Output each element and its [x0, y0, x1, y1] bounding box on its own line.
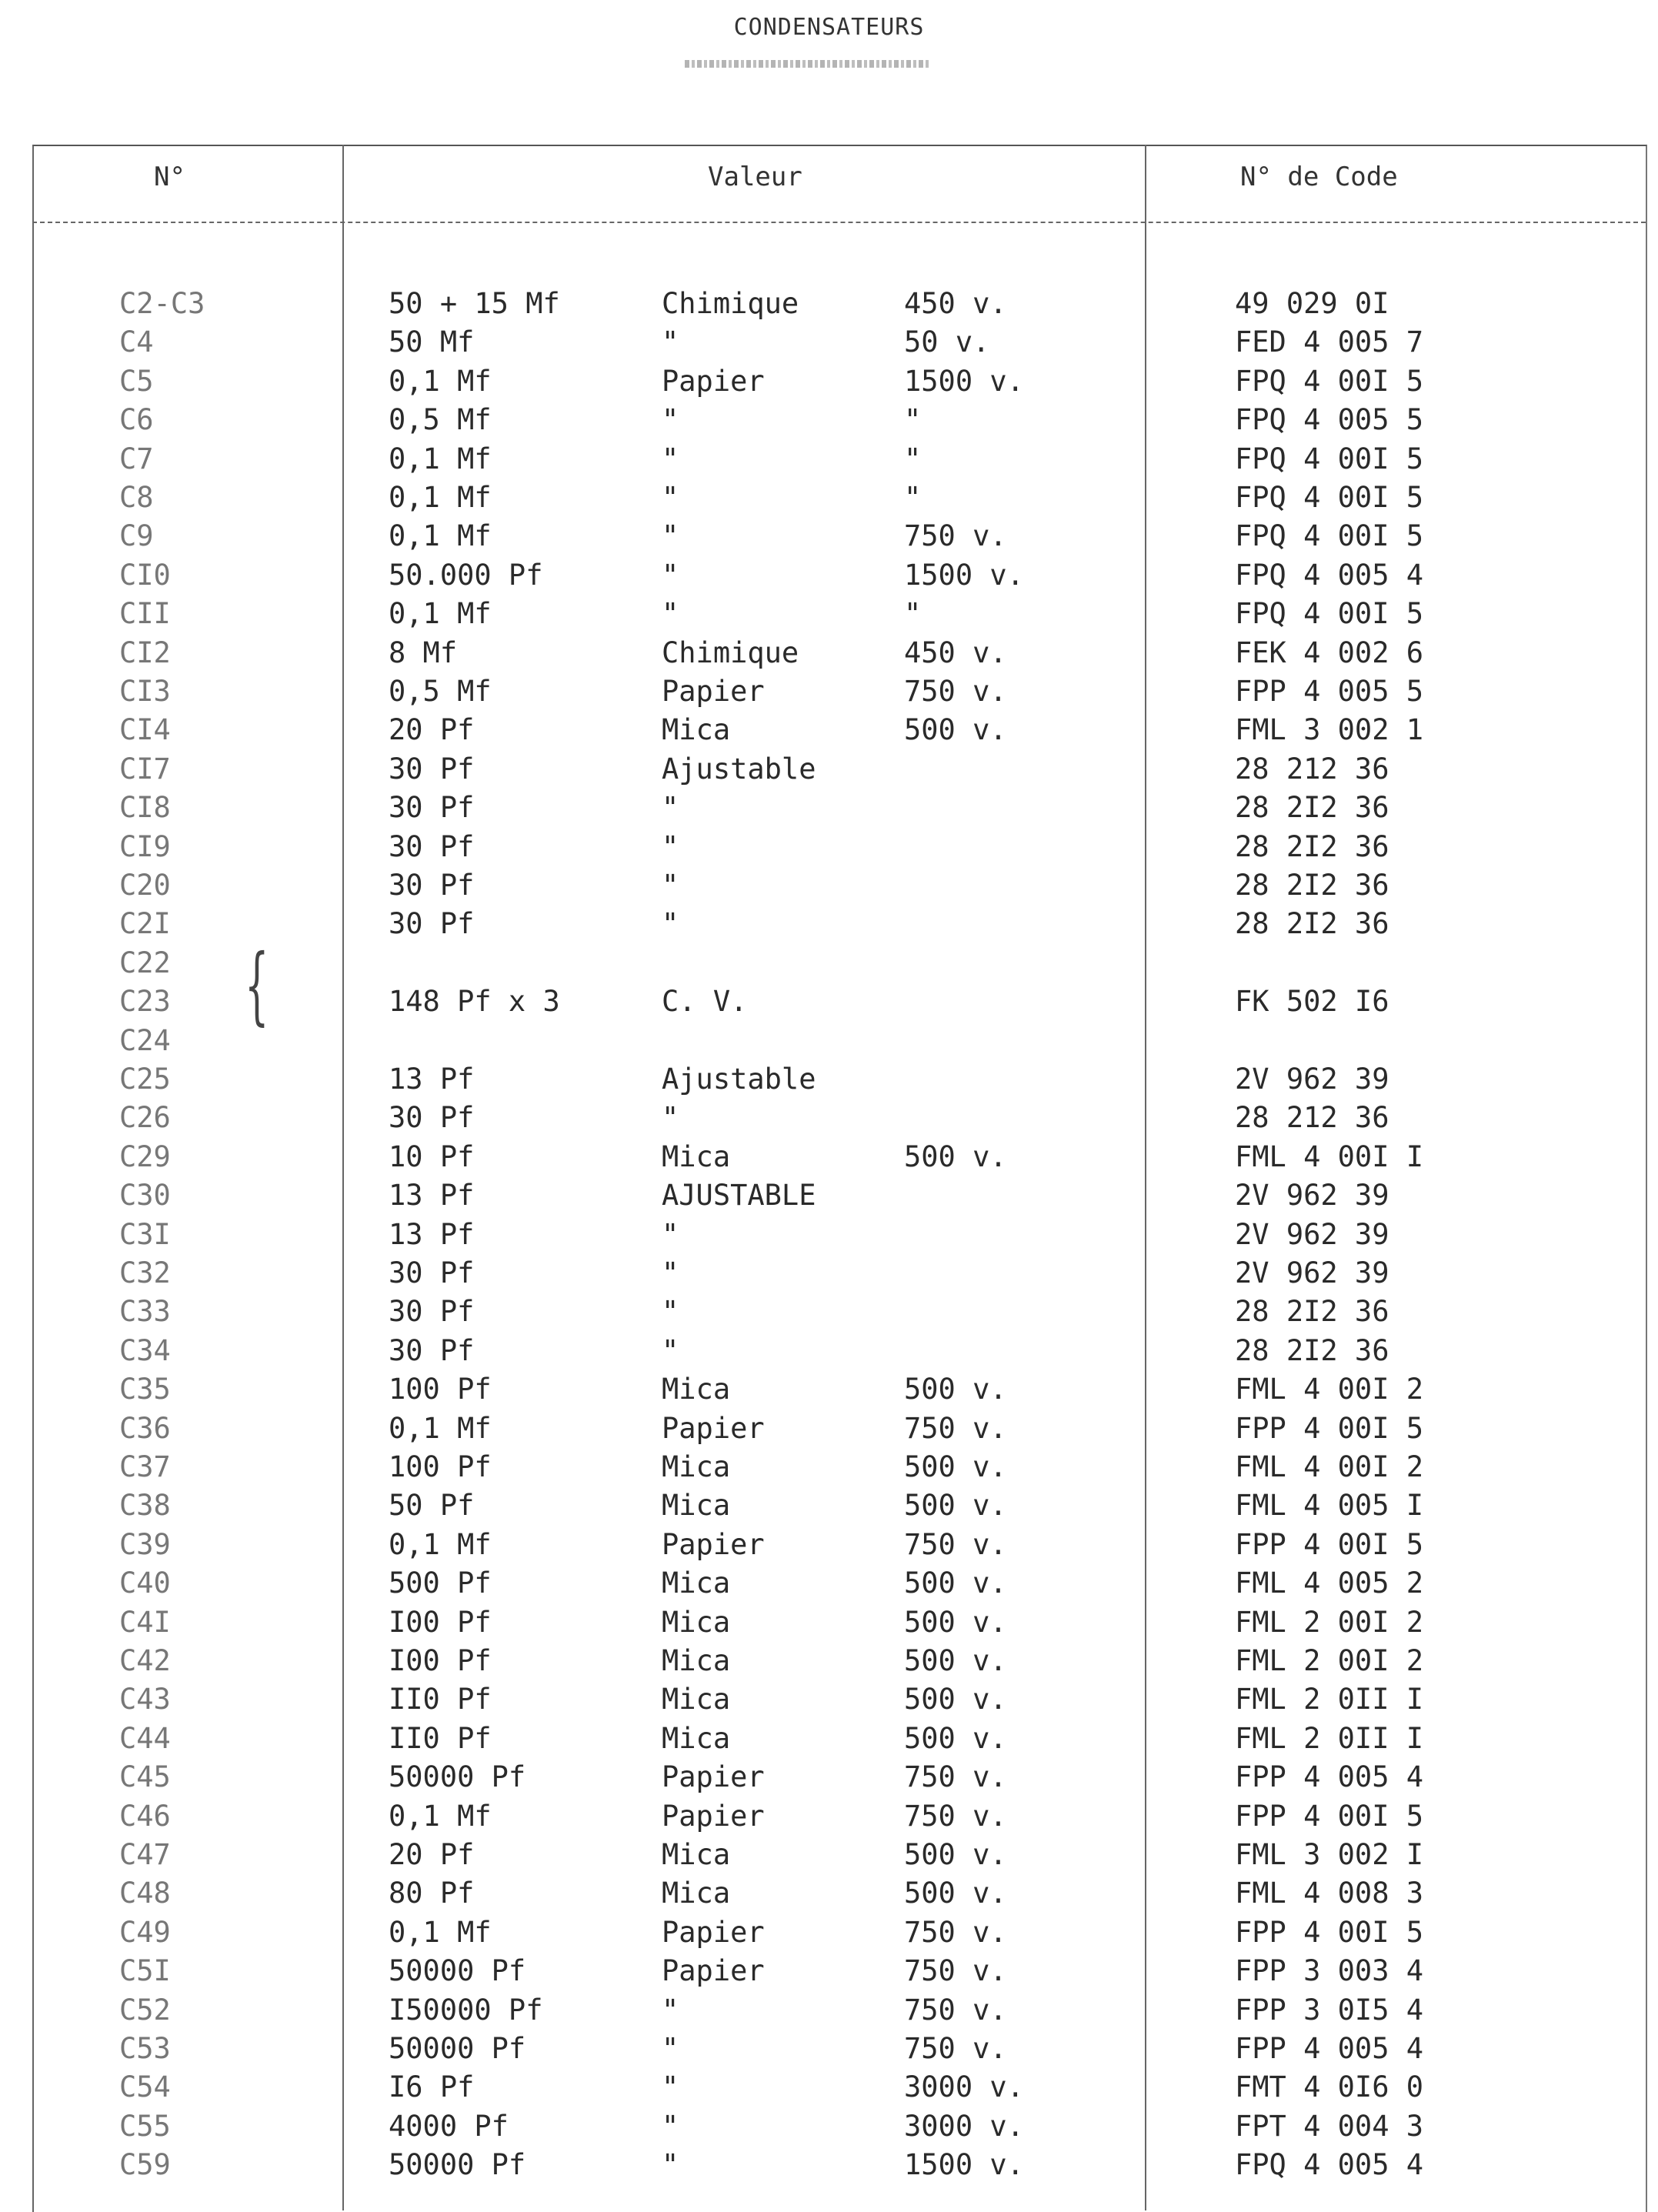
table-row — [0, 944, 1658, 983]
table-row — [0, 479, 1658, 517]
component-type: Mica — [662, 1721, 731, 1755]
component-voltage: 1500 v. — [904, 2148, 1024, 2182]
table-row — [0, 1952, 1658, 1990]
component-type: Papier — [662, 1799, 765, 1833]
component-code: 28 212 36 — [1235, 1101, 1389, 1135]
component-type: Papier — [662, 675, 765, 708]
component-voltage: 500 v. — [904, 1838, 1007, 1871]
illegible-subtitle — [685, 60, 931, 68]
header-num: N° — [154, 162, 185, 192]
component-type: Chimique — [662, 636, 799, 669]
component-voltage: 1500 v. — [904, 558, 1024, 592]
component-value: 30 Pf — [389, 1101, 475, 1135]
component-code: FPP 3 0I5 4 — [1235, 1993, 1424, 2027]
component-value: 0,1 Mf — [389, 597, 492, 631]
component-type: " — [662, 829, 679, 863]
component-type: " — [662, 558, 679, 592]
component-value: 50000 Pf — [389, 1760, 526, 1794]
component-value: 0,5 Mf — [389, 675, 492, 708]
component-voltage: 750 v. — [904, 1799, 1007, 1833]
component-value: 30 Pf — [389, 829, 475, 863]
component-number: C33 — [119, 1295, 171, 1329]
component-code: FPQ 4 00I 5 — [1235, 364, 1424, 398]
component-type: " — [662, 2148, 679, 2182]
component-voltage: " — [904, 481, 922, 514]
component-code: FPP 4 00I 5 — [1235, 1411, 1424, 1445]
component-value: 30 Pf — [389, 752, 475, 786]
component-code: FPT 4 004 3 — [1235, 2109, 1424, 2143]
component-code: 2V 962 39 — [1235, 1256, 1389, 1289]
table-row — [0, 1913, 1658, 1952]
table-row — [0, 323, 1658, 362]
component-value: 8 Mf — [389, 636, 458, 669]
component-value: 30 Pf — [389, 1333, 475, 1367]
component-voltage: 750 v. — [904, 675, 1007, 708]
component-type: " — [662, 791, 679, 825]
component-voltage: 500 v. — [904, 713, 1007, 747]
table-row — [0, 362, 1658, 401]
component-type: Mica — [662, 1605, 731, 1639]
table-row — [0, 517, 1658, 556]
table-row — [0, 672, 1658, 711]
component-number: C52 — [119, 1993, 171, 2027]
component-number: C38 — [119, 1489, 171, 1523]
table-row — [0, 1332, 1658, 1370]
component-value: II0 Pf — [389, 1683, 492, 1717]
component-number: C22 — [119, 946, 171, 979]
component-value: 30 Pf — [389, 1256, 475, 1289]
component-number: CI0 — [119, 558, 171, 592]
component-number: C6 — [119, 403, 154, 437]
component-number: C29 — [119, 1139, 171, 1173]
table-row — [0, 1486, 1658, 1525]
component-code: FML 2 0II I — [1235, 1721, 1424, 1755]
component-number: C44 — [119, 1721, 171, 1755]
component-code: 2V 962 39 — [1235, 1063, 1389, 1096]
table-row — [0, 2107, 1658, 2146]
table-row — [0, 828, 1658, 866]
component-type: " — [662, 1993, 679, 2027]
component-number: C2I — [119, 907, 171, 941]
component-type: Papier — [662, 1411, 765, 1445]
component-number: C32 — [119, 1256, 171, 1289]
table-row — [0, 1797, 1658, 1836]
table-row — [0, 1991, 1658, 2030]
component-code: FML 2 00I 2 — [1235, 1644, 1424, 1677]
component-value: II0 Pf — [389, 1721, 492, 1755]
component-code: FPQ 4 00I 5 — [1235, 442, 1424, 475]
component-type: " — [662, 1256, 679, 1289]
component-code: FML 4 008 3 — [1235, 1877, 1424, 1910]
table-row — [0, 1176, 1658, 1215]
component-code: 49 029 0I — [1235, 287, 1389, 320]
component-number: C45 — [119, 1760, 171, 1794]
component-code: FML 4 005 I — [1235, 1489, 1424, 1523]
component-code: FPQ 4 00I 5 — [1235, 481, 1424, 514]
component-number: C48 — [119, 1877, 171, 1910]
component-number: C49 — [119, 1915, 171, 1949]
component-voltage: 500 v. — [904, 1450, 1007, 1483]
component-number: C5I — [119, 1954, 171, 1988]
header-code: N° de Code — [1240, 162, 1398, 192]
component-code: FED 4 005 7 — [1235, 325, 1424, 359]
component-code: 28 2I2 36 — [1235, 829, 1389, 863]
component-type: " — [662, 1217, 679, 1251]
component-voltage: 500 v. — [904, 1566, 1007, 1600]
component-voltage: 3000 v. — [904, 2109, 1024, 2143]
component-voltage: 750 v. — [904, 1527, 1007, 1561]
component-number: C7 — [119, 442, 154, 475]
component-number: C5 — [119, 364, 154, 398]
component-number: C4 — [119, 325, 154, 359]
component-voltage: 50 v. — [904, 325, 990, 359]
component-value: I00 Pf — [389, 1644, 492, 1677]
component-code: 28 2I2 36 — [1235, 869, 1389, 902]
component-code: 28 2I2 36 — [1235, 907, 1389, 941]
component-type: Ajustable — [662, 1063, 816, 1096]
component-type: Mica — [662, 1489, 731, 1523]
component-number: C8 — [119, 481, 154, 514]
component-number: CI9 — [119, 829, 171, 863]
component-code: FPP 4 00I 5 — [1235, 1915, 1424, 1949]
table-row — [0, 1410, 1658, 1448]
component-number: C42 — [119, 1644, 171, 1677]
component-value: 50000 Pf — [389, 2032, 526, 2065]
table-row — [0, 750, 1658, 789]
component-value: 100 Pf — [389, 1450, 492, 1483]
component-value: 50000 Pf — [389, 2148, 526, 2182]
component-type: " — [662, 325, 679, 359]
component-type: " — [662, 597, 679, 631]
component-value: 13 Pf — [389, 1179, 475, 1213]
component-code: FK 502 I6 — [1235, 985, 1389, 1019]
component-value: 30 Pf — [389, 791, 475, 825]
component-number: C9 — [119, 519, 154, 553]
component-type: " — [662, 869, 679, 902]
table-row — [0, 1022, 1658, 1060]
table-row — [0, 634, 1658, 672]
component-number: CI8 — [119, 791, 171, 825]
table-row — [0, 2146, 1658, 2184]
component-code: FPP 4 005 4 — [1235, 2032, 1424, 2065]
group-brace: { — [245, 936, 269, 1034]
component-number: C59 — [119, 2148, 171, 2182]
component-code: FPP 3 003 4 — [1235, 1954, 1424, 1988]
component-type: Mica — [662, 1877, 731, 1910]
component-voltage: 1500 v. — [904, 364, 1024, 398]
table-row — [0, 2030, 1658, 2068]
component-code: FPQ 4 00I 5 — [1235, 597, 1424, 631]
component-type: Papier — [662, 364, 765, 398]
component-type: Mica — [662, 1373, 731, 1406]
component-type: Papier — [662, 1915, 765, 1949]
component-type: Papier — [662, 1954, 765, 1988]
table-row — [0, 285, 1658, 323]
table-row — [0, 595, 1658, 633]
component-type: Mica — [662, 1139, 731, 1173]
component-type: Ajustable — [662, 752, 816, 786]
component-voltage: 500 v. — [904, 1644, 1007, 1677]
table-row — [0, 1526, 1658, 1564]
component-code: 28 212 36 — [1235, 752, 1389, 786]
component-voltage: " — [904, 403, 922, 437]
component-number: C35 — [119, 1373, 171, 1406]
component-value: 0,1 Mf — [389, 481, 492, 514]
header-divider — [32, 222, 1646, 223]
component-value: 50 Pf — [389, 1489, 475, 1523]
component-value: 0,5 Mf — [389, 403, 492, 437]
component-number: CI2 — [119, 636, 171, 669]
component-value: 30 Pf — [389, 1295, 475, 1329]
table-row — [0, 789, 1658, 827]
component-voltage: 750 v. — [904, 1915, 1007, 1949]
component-type: " — [662, 1333, 679, 1367]
header-value: Valeur — [708, 162, 802, 192]
component-code: 2V 962 39 — [1235, 1179, 1389, 1213]
component-code: FPQ 4 00I 5 — [1235, 519, 1424, 553]
component-voltage: " — [904, 442, 922, 475]
component-code: FPQ 4 005 5 — [1235, 403, 1424, 437]
component-voltage: 750 v. — [904, 1411, 1007, 1445]
component-number: C55 — [119, 2109, 171, 2143]
component-voltage: 500 v. — [904, 1877, 1007, 1910]
component-voltage: 750 v. — [904, 1954, 1007, 1988]
component-code: FEK 4 002 6 — [1235, 636, 1424, 669]
component-number: CI4 — [119, 713, 171, 747]
component-value: 20 Pf — [389, 713, 475, 747]
component-value: 50 + 15 Mf — [389, 287, 560, 320]
component-value: 13 Pf — [389, 1217, 475, 1251]
component-type: " — [662, 442, 679, 475]
component-voltage: 750 v. — [904, 519, 1007, 553]
component-number: C2-C3 — [119, 287, 205, 320]
component-value: 80 Pf — [389, 1877, 475, 1910]
component-code: FPP 4 005 4 — [1235, 1760, 1424, 1794]
table-row — [0, 556, 1658, 595]
table-row — [0, 983, 1658, 1021]
table-row — [0, 401, 1658, 439]
table-row — [0, 1099, 1658, 1137]
component-type: Papier — [662, 1527, 765, 1561]
component-voltage: 3000 v. — [904, 2070, 1024, 2104]
component-type: " — [662, 2032, 679, 2065]
component-code: 2V 962 39 — [1235, 1217, 1389, 1251]
component-voltage: 500 v. — [904, 1605, 1007, 1639]
component-number: C25 — [119, 1063, 171, 1096]
component-code: 28 2I2 36 — [1235, 1333, 1389, 1367]
table-row — [0, 1720, 1658, 1758]
component-type: Mica — [662, 1838, 731, 1871]
component-value: 0,1 Mf — [389, 1527, 492, 1561]
component-type: Mica — [662, 1450, 731, 1483]
component-number: C54 — [119, 2070, 171, 2104]
component-type: " — [662, 403, 679, 437]
table-row — [0, 1060, 1658, 1099]
component-code: FML 4 005 2 — [1235, 1566, 1424, 1600]
component-type: Mica — [662, 1644, 731, 1677]
component-voltage: 500 v. — [904, 1489, 1007, 1523]
table-row — [0, 1642, 1658, 1680]
component-number: C53 — [119, 2032, 171, 2065]
component-type: " — [662, 519, 679, 553]
component-value: 10 Pf — [389, 1139, 475, 1173]
component-code: FMT 4 0I6 0 — [1235, 2070, 1424, 2104]
table-row — [0, 1293, 1658, 1331]
table-row — [0, 866, 1658, 905]
component-value: 20 Pf — [389, 1838, 475, 1871]
component-voltage: 450 v. — [904, 636, 1007, 669]
component-code: FPP 4 005 5 — [1235, 675, 1424, 708]
component-type: Mica — [662, 1566, 731, 1600]
component-type: Papier — [662, 1760, 765, 1794]
component-number: C46 — [119, 1799, 171, 1833]
component-code: FML 4 00I 2 — [1235, 1373, 1424, 1406]
component-type: " — [662, 2109, 679, 2143]
component-type: " — [662, 1101, 679, 1135]
component-type: " — [662, 481, 679, 514]
table-row — [0, 2068, 1658, 2107]
component-code: FML 4 00I I — [1235, 1139, 1424, 1173]
component-number: C36 — [119, 1411, 171, 1445]
component-code: FPQ 4 005 4 — [1235, 2148, 1424, 2182]
component-number: C47 — [119, 1838, 171, 1871]
component-voltage: 750 v. — [904, 1760, 1007, 1794]
component-number: CI7 — [119, 752, 171, 786]
component-number: C26 — [119, 1101, 171, 1135]
component-type: Chimique — [662, 287, 799, 320]
component-code: FPP 4 00I 5 — [1235, 1799, 1424, 1833]
component-type: Mica — [662, 1683, 731, 1717]
component-number: C23 — [119, 985, 171, 1019]
component-value: 0,1 Mf — [389, 519, 492, 553]
table-row — [0, 905, 1658, 943]
component-value: 4000 Pf — [389, 2109, 509, 2143]
component-number: C39 — [119, 1527, 171, 1561]
table-row — [0, 1370, 1658, 1409]
component-code: FML 3 002 I — [1235, 1838, 1424, 1871]
component-voltage: 500 v. — [904, 1139, 1007, 1173]
component-voltage: 750 v. — [904, 2032, 1007, 2065]
table-row — [0, 1758, 1658, 1797]
component-value: 148 Pf x 3 — [389, 985, 560, 1019]
component-number: CI3 — [119, 675, 171, 708]
component-value: 500 Pf — [389, 1566, 492, 1600]
table-row — [0, 1564, 1658, 1603]
table-row — [0, 1874, 1658, 1913]
component-value: I00 Pf — [389, 1605, 492, 1639]
component-value: I6 Pf — [389, 2070, 475, 2104]
component-value: I50000 Pf — [389, 1993, 543, 2027]
component-voltage: 500 v. — [904, 1721, 1007, 1755]
component-number: C24 — [119, 1023, 171, 1057]
component-number: C20 — [119, 869, 171, 902]
component-voltage: 750 v. — [904, 1993, 1007, 2027]
component-type: C. V. — [662, 985, 748, 1019]
component-type: Mica — [662, 713, 731, 747]
component-type: " — [662, 907, 679, 941]
table-row — [0, 440, 1658, 479]
component-voltage: 500 v. — [904, 1373, 1007, 1406]
component-voltage: " — [904, 597, 922, 631]
component-value: 50 Mf — [389, 325, 475, 359]
component-value: 30 Pf — [389, 869, 475, 902]
component-number: C30 — [119, 1179, 171, 1213]
component-number: C3I — [119, 1217, 171, 1251]
component-number: C40 — [119, 1566, 171, 1600]
table-row — [0, 1138, 1658, 1176]
component-value: 50.000 Pf — [389, 558, 543, 592]
component-number: C43 — [119, 1683, 171, 1717]
component-type: " — [662, 1295, 679, 1329]
component-voltage: 500 v. — [904, 1683, 1007, 1717]
component-value: 0,1 Mf — [389, 1915, 492, 1949]
page-title: CONDENSATEURS — [733, 14, 925, 41]
table-row — [0, 1448, 1658, 1486]
table-row — [0, 1603, 1658, 1642]
table-row — [0, 1836, 1658, 1874]
table-row — [0, 1254, 1658, 1293]
component-number: CII — [119, 597, 171, 631]
component-type: " — [662, 2070, 679, 2104]
component-code: FML 3 002 1 — [1235, 713, 1424, 747]
component-code: FML 2 00I 2 — [1235, 1605, 1424, 1639]
component-value: 50000 Pf — [389, 1954, 526, 1988]
component-value: 100 Pf — [389, 1373, 492, 1406]
component-code: FML 4 00I 2 — [1235, 1450, 1424, 1483]
table-row — [0, 711, 1658, 749]
component-code: FML 2 0II I — [1235, 1683, 1424, 1717]
component-value: 0,1 Mf — [389, 364, 492, 398]
component-value: 13 Pf — [389, 1063, 475, 1096]
component-number: C4I — [119, 1605, 171, 1639]
component-voltage: 450 v. — [904, 287, 1007, 320]
component-code: FPP 4 00I 5 — [1235, 1527, 1424, 1561]
component-value: 0,1 Mf — [389, 442, 492, 475]
component-number: C37 — [119, 1450, 171, 1483]
table-row — [0, 1216, 1658, 1254]
component-number: C34 — [119, 1333, 171, 1367]
component-code: 28 2I2 36 — [1235, 1295, 1389, 1329]
component-type: AJUSTABLE — [662, 1179, 816, 1213]
component-code: FPQ 4 005 4 — [1235, 558, 1424, 592]
component-code: 28 2I2 36 — [1235, 791, 1389, 825]
component-value: 0,1 Mf — [389, 1411, 492, 1445]
table-row — [0, 1680, 1658, 1719]
component-value: 30 Pf — [389, 907, 475, 941]
component-value: 0,1 Mf — [389, 1799, 492, 1833]
